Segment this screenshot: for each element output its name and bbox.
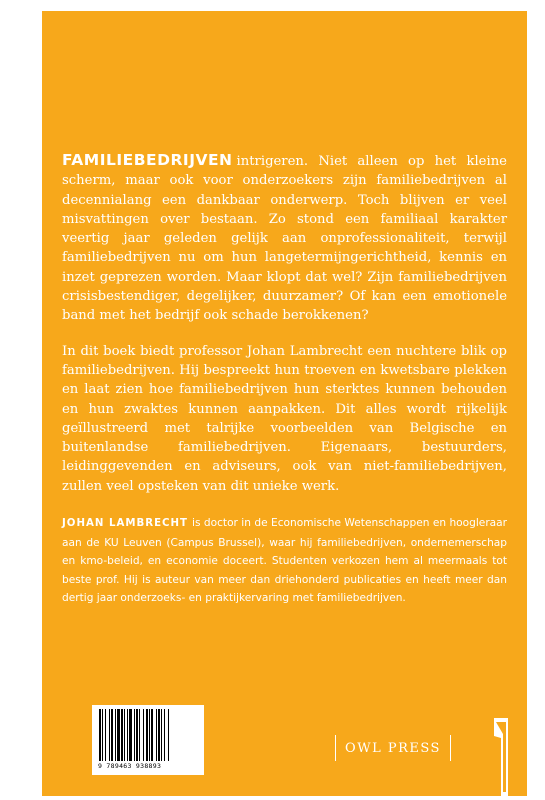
blurb: [62, 151, 507, 608]
lead-word: FAMILIEBEDRIJVEN: [62, 151, 233, 169]
author-bio: [62, 514, 507, 608]
author-name: JOHAN LAMBRECHT: [62, 518, 189, 530]
author-bio-text: is doctor in de Economische Wetenschappen en hoogleraar aan de KU Leuven (Campus Brussel), waar hij familiebedrijven, ondernemerschap en kmo-beleid, en economie doceert. Studenten verkozen hem al meermaals tot beste prof. Hij is auteur van meer dan driehonderd publicaties en heeft meer dan dertig jaar onderzoeks- en praktijkervaring met familiebedrijven.: [62, 517, 508, 605]
book-back-cover: [42, 11, 527, 796]
intro-paragraph: [62, 151, 507, 326]
barcode-number: 9 789463 938893: [98, 762, 162, 770]
description-paragraph: In dit boek biedt professor Johan Lambrecht een nuchtere blik op familiebedrijven. Hij bespreekt hun troeven en kwetsbare plekken en laat zien hoe familiebedrijven hun sterktes kunnen behouden en hun zwaktes kunnen aanpakken. Dit alles wordt rijkelijk geïllustreerd met talrijke voorbeelden van Belgische en buitenlandse familiebedrijven. Eigenaars, bestuurders, leidinggevenden en adviseurs, ook van niet-familiebedrijven, zullen veel opsteken van dit unieke werk.: [62, 343, 507, 494]
intro-text: intrigeren. Niet alleen op het kleine scherm, maar ook voor onderzoekers zijn familiebedrijven al decennialang een dankbaar onderwerp. Toch blijven er veel misvattingen over bestaan. Zo stond een familiaal karakter veertig jaar geleden gelijk aan onprofessionaliteit, terwijl familiebedrijven nu om hun langetermijngerichtheid, kennis en inzet geprezen worden. Maar klopt dat wel? Zijn familiebedrijven crisisbestendiger, degelijker, duurzamer? Of kan een emotionele band met het bedrijf ook schade berokkenen?: [62, 154, 507, 324]
logo-strip: [494, 718, 508, 796]
isbn-barcode: [92, 705, 204, 775]
barcode-bars: [98, 709, 198, 761]
publisher-logo: OWL PRESS: [335, 735, 451, 761]
